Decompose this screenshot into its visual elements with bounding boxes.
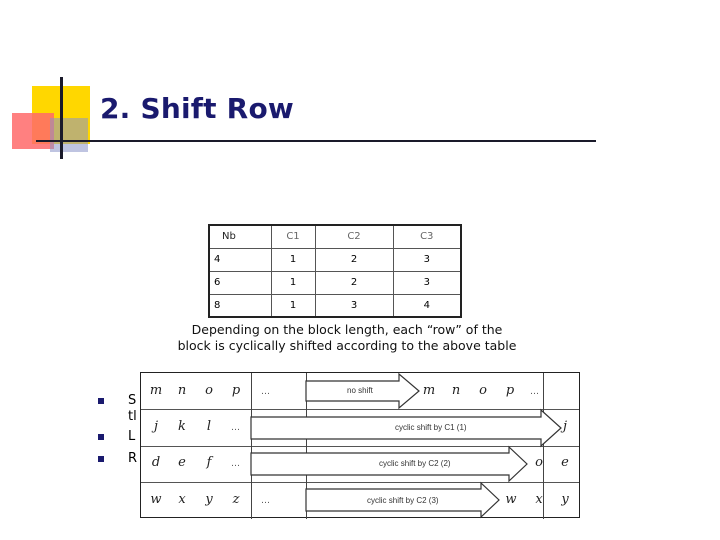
byte-cell: o [535, 455, 543, 470]
table-header-nb: Nb [209, 225, 271, 248]
table-cell: 1 [271, 294, 315, 317]
title-underline [36, 140, 596, 142]
bullet-text: L [128, 429, 136, 444]
byte-cell: e [178, 455, 186, 470]
byte-cell: w [150, 492, 162, 507]
bullet-marker [98, 434, 104, 440]
table-cell: 4 [209, 248, 271, 271]
bullet-marker [98, 456, 104, 462]
byte-cell: d [151, 455, 161, 470]
table-cell: 1 [271, 271, 315, 294]
arrow-label: cyclic shift by C1 (1) [395, 423, 467, 432]
table-caption [152, 322, 542, 354]
table-cell: 4 [393, 294, 461, 317]
byte-cell: j [153, 419, 159, 434]
table-cell: 3 [393, 271, 461, 294]
table-cell: 3 [393, 248, 461, 271]
byte-cell: y [205, 492, 213, 507]
byte-cell: n [177, 383, 187, 398]
table-cell: 6 [209, 271, 271, 294]
table-cell: 2 [315, 271, 393, 294]
byte-cell: o [205, 383, 213, 398]
bullet-text: S [128, 393, 137, 408]
table-header-c1: C1 [271, 225, 315, 248]
shift-offset-table [208, 224, 462, 318]
byte-cell: m [422, 383, 436, 398]
byte-cell: w [505, 492, 517, 507]
table-row [209, 248, 461, 271]
table-cell: 2 [315, 248, 393, 271]
slide-title: 2. Shift Row [100, 92, 294, 125]
byte-cell: e [561, 455, 569, 470]
table-cell: 8 [209, 294, 271, 317]
byte-cell: p [231, 383, 241, 398]
arrow-label: no shift [347, 386, 373, 395]
table-cell: 3 [315, 294, 393, 317]
table-row [209, 271, 461, 294]
ellipsis: … [261, 496, 270, 506]
shift-row-diagram [140, 372, 580, 518]
ellipsis: … [530, 387, 539, 397]
byte-cell: z [232, 492, 240, 507]
bullet-text: tl [128, 409, 137, 424]
byte-cell: p [505, 383, 515, 398]
byte-cell: o [479, 383, 487, 398]
table-header-c2: C2 [315, 225, 393, 248]
byte-cell: m [149, 383, 163, 398]
byte-cell: x [535, 492, 543, 507]
byte-cell: f [206, 455, 212, 470]
table-header-row [209, 225, 461, 248]
table-cell: 1 [271, 248, 315, 271]
ellipsis: … [231, 459, 240, 469]
caption-line: Depending on the block length, each “row” of the [191, 322, 503, 337]
ellipsis: … [231, 423, 240, 433]
ellipsis: … [261, 387, 270, 397]
byte-cell: j [562, 419, 568, 434]
arrow-label: cyclic shift by C2 (2) [379, 459, 451, 468]
byte-cell: k [178, 419, 186, 434]
table-header-c3: C3 [393, 225, 461, 248]
byte-cell: y [561, 492, 569, 507]
decor-red-square [12, 113, 54, 149]
arrow-label: cyclic shift by C2 (3) [367, 496, 439, 505]
bullet-text: R [128, 451, 138, 466]
decor-blue-square [50, 118, 88, 152]
byte-cell: x [178, 492, 186, 507]
decor-vertical-rule [60, 77, 63, 159]
bullet-marker [98, 398, 104, 404]
table-row [209, 294, 461, 317]
caption-line: block is cyclically shifted according to the above table [177, 338, 517, 353]
byte-cell: n [451, 383, 461, 398]
byte-cell: l [206, 419, 212, 434]
